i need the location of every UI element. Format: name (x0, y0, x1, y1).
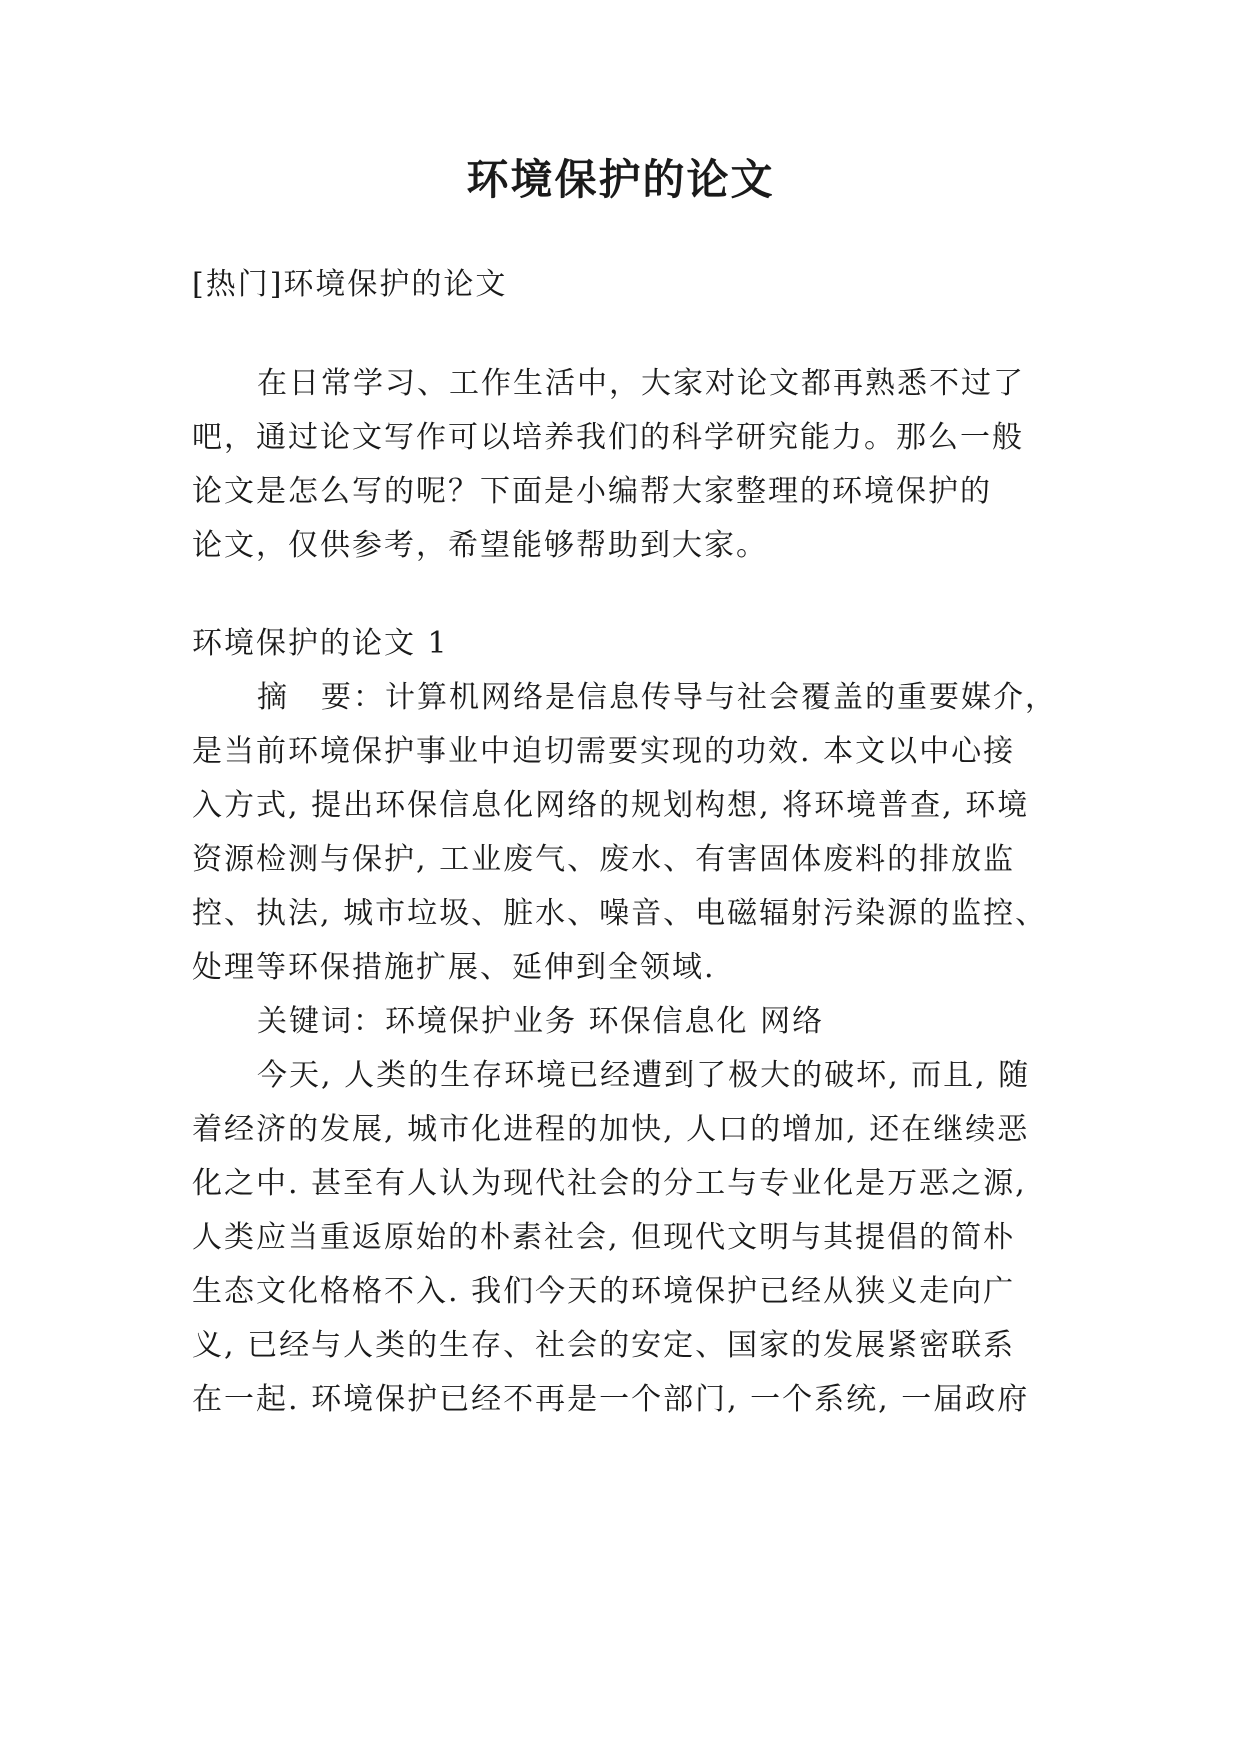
abstract-line: 处理等环保措施扩展、延伸到全领域. (192, 950, 716, 985)
abstract-line: 资源检测与保护, 工业废气、废水、有害固体废料的排放监 (192, 842, 1016, 877)
abstract-line: 入方式, 提出环保信息化网络的规划构想, 将环境普查, 环境 (192, 788, 1030, 823)
section-heading: 环境保护的论文 1 (192, 626, 449, 661)
body-line: 生态文化格格不入. 我们今天的环境保护已经从狭义走向广 (192, 1274, 1016, 1309)
abstract-line: 摘 要：计算机网络是信息传导与社会覆盖的重要媒介， (257, 680, 1057, 715)
keywords-line: 关键词：环境保护业务 环保信息化 网络 (257, 1004, 825, 1039)
document-subtitle: [热门]环境保护的论文 (192, 267, 508, 302)
body-line: 今天, 人类的生存环境已经遭到了极大的破坏, 而且, 随 (257, 1058, 1031, 1093)
body-line: 在一起. 环境保护已经不再是一个部门, 一个系统, 一届政府 (192, 1382, 1030, 1417)
document-title: 环境保护的论文 (466, 155, 775, 204)
intro-line: 在日常学习、工作生活中，大家对论文都再熟悉不过了 (257, 366, 1025, 401)
body-line: 化之中. 甚至有人认为现代社会的分工与专业化是万恶之源, (192, 1166, 1027, 1201)
body-line: 义, 已经与人类的生存、社会的安定、国家的发展紧密联系 (192, 1328, 1016, 1363)
body-line: 着经济的发展, 城市化进程的加快, 人口的增加, 还在继续恶 (192, 1112, 1030, 1147)
body-line: 人类应当重返原始的朴素社会, 但现代文明与其提倡的简朴 (192, 1220, 1016, 1255)
abstract-line: 控、执法, 城市垃圾、脏水、噪音、电磁辐射污染源的监控、 (192, 896, 1048, 931)
intro-line: 论文是怎么写的呢？下面是小编帮大家整理的环境保护的 (192, 474, 992, 509)
abstract-line: 是当前环境保护事业中迫切需要实现的功效. 本文以中心接 (192, 734, 1016, 769)
intro-line: 论文，仅供参考，希望能够帮助到大家。 (192, 528, 768, 563)
intro-line: 吧，通过论文写作可以培养我们的科学研究能力。那么一般 (192, 420, 1024, 455)
